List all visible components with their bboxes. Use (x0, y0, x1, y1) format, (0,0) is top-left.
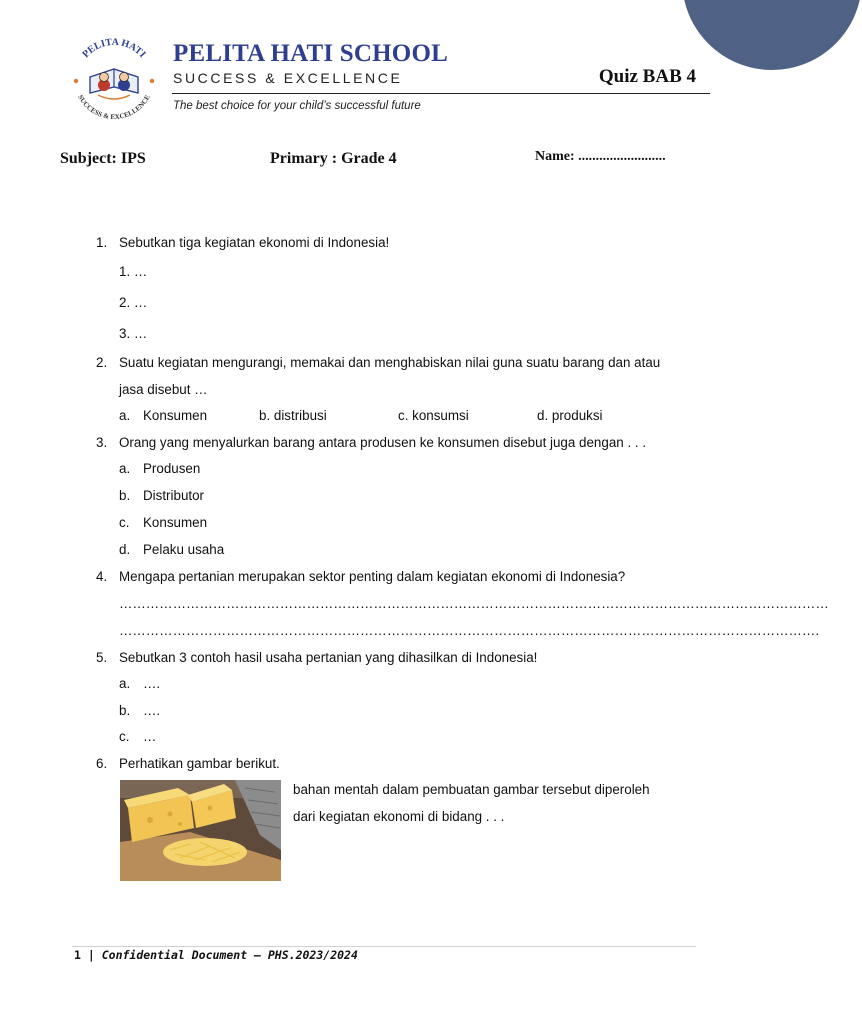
answer-dotted-line[interactable]: …………………………………………………………………………………………………………………………………………. (119, 623, 820, 638)
option-a[interactable]: Konsumen (143, 408, 208, 423)
answer-line[interactable]: 3. … (119, 326, 148, 341)
option-letter: d. (119, 542, 131, 557)
subject-label: Subject: IPS (60, 150, 146, 167)
answer-a[interactable]: …. (143, 676, 161, 691)
footer-text: Confidential Document – PHS.2023/2024 (101, 948, 358, 962)
name-field[interactable]: Name: ......................... (535, 149, 666, 164)
option-c[interactable]: Konsumen (143, 515, 208, 530)
question-4-text: Mengapa pertanian merupakan sektor penting dalam kegiatan ekonomi di Indonesia? (119, 569, 626, 584)
option-letter: a. (119, 408, 131, 423)
question-number: 3. (96, 435, 108, 450)
question-2-text: Suatu kegiatan mengurangi, memakai dan menghabiskan nilai guna suatu barang dan atau (119, 355, 661, 370)
grade-label: Primary : Grade 4 (270, 150, 397, 167)
header-divider (172, 93, 710, 94)
page-footer (74, 948, 358, 962)
question-6-description: bahan mentah dalam pembuatan gambar tersebut diperoleh (293, 782, 650, 797)
question-1-text: Sebutkan tiga kegiatan ekonomi di Indonesia! (119, 235, 390, 250)
answer-line[interactable]: 2. … (119, 295, 148, 310)
page-number: 1 | (74, 948, 95, 962)
school-tagline: The best choice for your child’s successful future (173, 100, 421, 112)
option-letter: a. (119, 461, 131, 476)
answer-dotted-line[interactable]: …………………………………………………………………………………………………………………………………………… (119, 596, 829, 611)
option-letter: b. (119, 703, 131, 718)
corner-decoration (682, 0, 862, 70)
option-d[interactable]: d. produksi (537, 408, 603, 423)
question-5-text: Sebutkan 3 contoh hasil usaha pertanian yang dihasilkan di Indonesia! (119, 650, 538, 665)
question-2-text-continued: jasa disebut … (119, 382, 208, 397)
option-d[interactable]: Pelaku usaha (143, 542, 225, 557)
option-b[interactable]: b. distribusi (259, 408, 327, 423)
question-number: 1. (96, 235, 108, 250)
footer-divider (72, 946, 696, 947)
option-a[interactable]: Produsen (143, 461, 201, 476)
option-letter: c. (119, 729, 130, 744)
cheese-image (120, 780, 281, 881)
question-3-text: Orang yang menyalurkan barang antara produsen ke konsumen disebut juga dengan . . . (119, 435, 647, 450)
question-number: 5. (96, 650, 108, 665)
question-6-text: Perhatikan gambar berikut. (119, 756, 280, 771)
school-name: PELITA HATI SCHOOL (173, 40, 448, 67)
answer-b[interactable]: …. (143, 703, 161, 718)
option-letter: c. (119, 515, 130, 530)
school-logo (64, 33, 164, 123)
question-number: 6. (96, 756, 108, 771)
answer-line[interactable]: 1. … (119, 264, 148, 279)
quiz-title: Quiz BAB 4 (598, 66, 696, 87)
option-c[interactable]: c. konsumsi (398, 408, 469, 423)
logo-text-bottom: SUCCESS & EXCELLENCE (76, 93, 152, 122)
option-b[interactable]: Distributor (143, 488, 205, 503)
question-number: 4. (96, 569, 108, 584)
school-motto: SUCCESS & EXCELLENCE (173, 70, 403, 86)
option-letter: a. (119, 676, 131, 691)
question-6-description-continued: dari kegiatan ekonomi di bidang . . . (293, 809, 505, 824)
answer-c[interactable]: … (143, 729, 157, 744)
question-number: 2. (96, 355, 108, 370)
option-letter: b. (119, 488, 131, 503)
logo-text-top: PELITA HATI (80, 36, 148, 61)
